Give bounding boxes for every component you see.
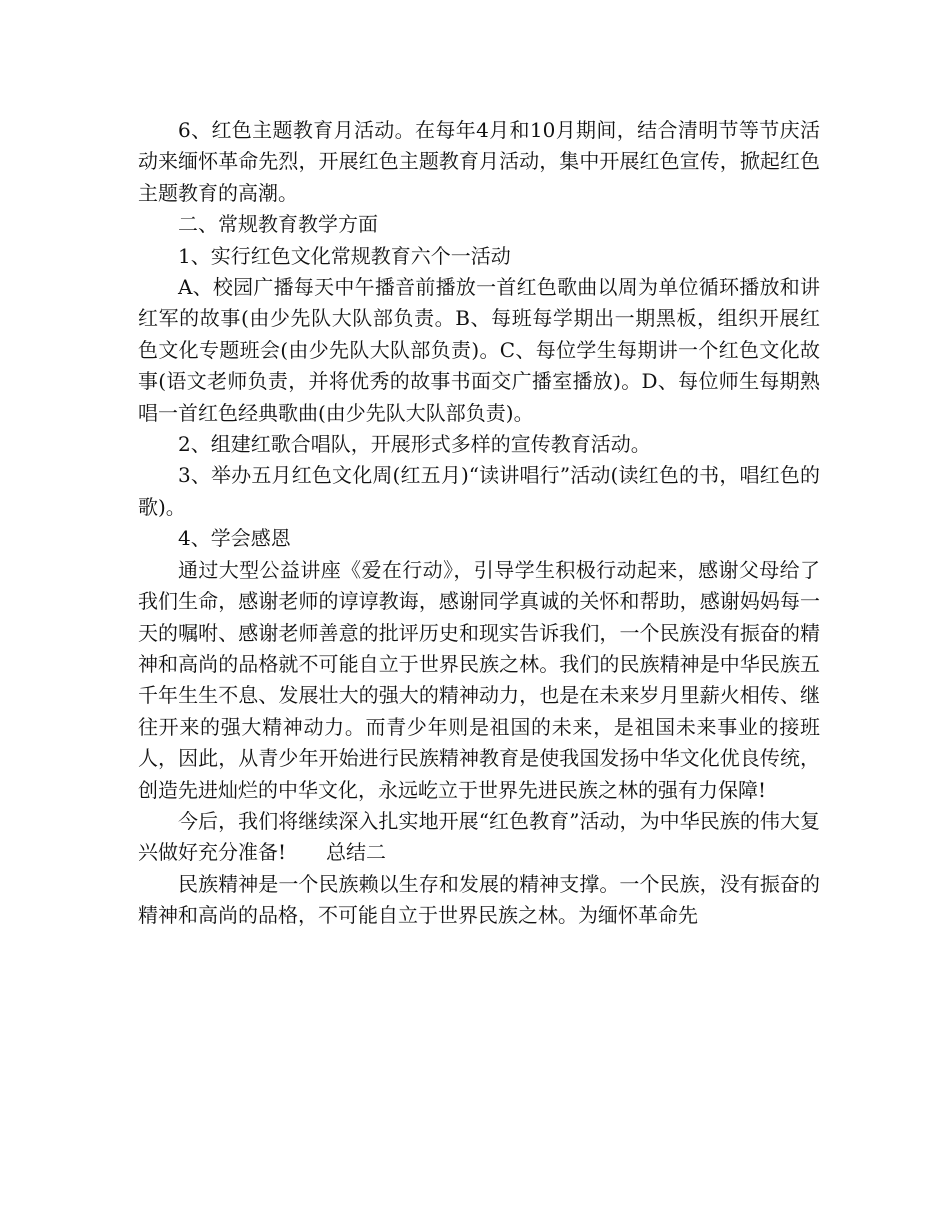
paragraph-red-theme-month: 6、红色主题教育月活动。在每年4月和10月期间，结合清明节等节庆活动来缅怀革命先烈，开展红色主题教育月活动，集中开展红色宣传，掀起红色主题教育的高潮。 xyxy=(138,118,820,205)
document-page xyxy=(138,115,820,932)
heading-red-song-choir: 2、组建红歌合唱队，开展形式多样的宣传教育活动。 xyxy=(178,432,651,457)
heading-six-ones-activity: 1、实行红色文化常规教育六个一活动 xyxy=(178,243,511,268)
paragraph-red-may-week: 3、举办五月红色文化周(红五月)“读讲唱行”活动(读红色的书，唱红色的歌)。 xyxy=(138,463,820,519)
paragraph-gratitude-lecture: 通过大型公益讲座《爱在行动》，引导学生积极行动起来，感谢父母给了我们生命，感谢老师的谆谆教诲，感谢同学真诚的关怀和帮助，感谢妈妈每一天的嘱咐、感谢老师善意的批评历史和现实告诉我们，一个民族没有振奋的精神和高尚的品格就不可能自立于世界民族之林。我们的民族精神是中华民族五千年生生不息、发展壮大的强大的精神动力，也是在未来岁月里薪火相传、继往开来的强大精神动力。而青少年则是祖国的未来，是祖国未来事业的接班人，因此，从青少年开始进行民族精神教育是使我国发扬中华文化优良传统，创造先进灿烂的中华文化，永远屹立于世界先进民族之林的强有力保障! xyxy=(138,557,820,802)
paragraph-six-ones-details: A、校园广播每天中午播音前播放一首红色歌曲以周为单位循环播放和讲红军的故事(由少先队大队部负责。B、每班每学期出一期黑板，组织开展红色文化专题班会(由少先队大队部负责)。C、每位学生每期讲一个红色文化故事(语文老师负责，并将优秀的故事书面交广播室播放)。D、每位师生每期熟唱一首红色经典歌曲(由少先队大队部负责)。 xyxy=(138,275,820,425)
paragraph-national-spirit: 民族精神是一个民族赖以生存和发展的精神支撑。一个民族，没有振奋的精神和高尚的品格，不可能自立于世界民族之林。为缅怀革命先 xyxy=(138,871,820,928)
paragraph-future-plans: 今后，我们将继续深入扎实地开展“红色教育”活动，为中华民族的伟大复兴做好充分准备! 总结二 xyxy=(138,808,820,865)
heading-routine-education: 二、常规教育教学方面 xyxy=(178,212,378,237)
heading-learn-gratitude: 4、学会感恩 xyxy=(178,526,291,551)
